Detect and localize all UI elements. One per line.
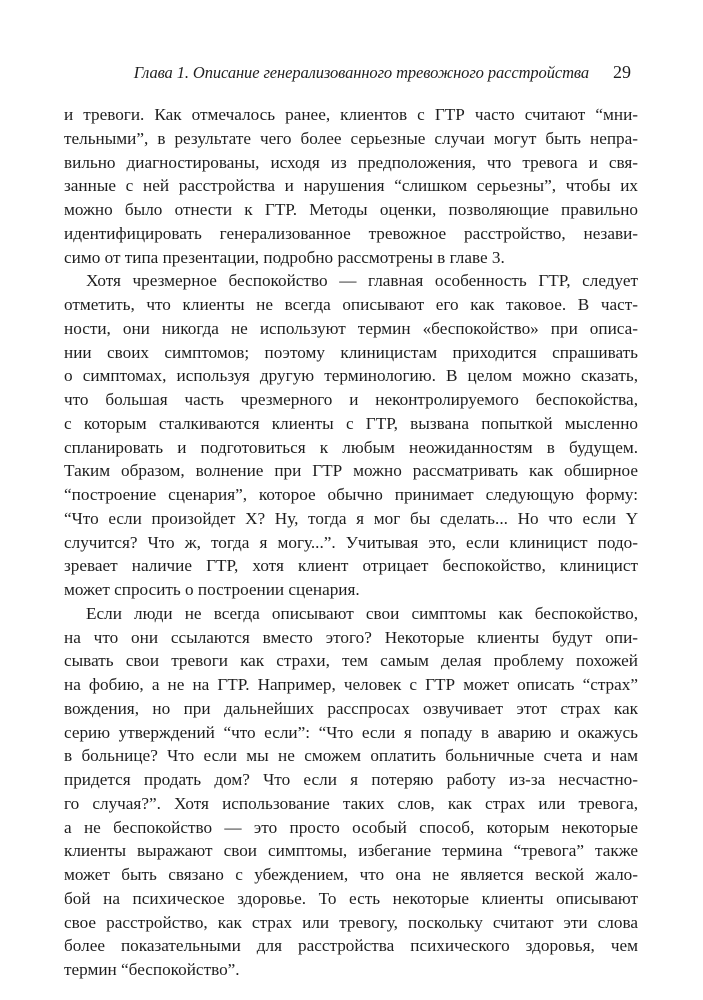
text-line: свое расстройство, как страх или тревогу, поскольку считают эти слова — [64, 912, 638, 932]
text-line: клиенты выражают свои симптомы, избегание термина “тревога” также — [64, 841, 638, 861]
text-line: более показательными для расстройства психического здоровья, чем — [64, 936, 638, 956]
text-line: можно было отнести к ГТР. Методы оценки, позволяющие правильно — [64, 200, 638, 219]
text-line: Хотя чрезмерное беспокойство — главная особенность ГТР, следует — [86, 271, 638, 291]
text-line: может быть связано с убеждением, что она не является веской жало- — [64, 865, 638, 884]
text-line: о симптомах, используя другую терминологию. В целом можно сказать, — [64, 366, 638, 386]
text-line: идентифицировать генерализованное тревожное расстройство, незави- — [64, 223, 638, 243]
paragraph — [64, 103, 638, 269]
text-line: Таким образом, волнение при ГТР можно рассматривать как обширное — [64, 461, 638, 481]
text-line: “построение сценария”, которое обычно принимает следующую форму: — [64, 485, 638, 504]
text-line: нии своих симптомов; поэтому клиницистам приходится спрашивать — [64, 342, 638, 362]
text-line: придется продать дом? Что если я потеряю работу из-за несчастно- — [64, 770, 638, 789]
paragraph — [64, 269, 638, 602]
text-line: бой на психическое здоровье. То есть некоторые клиенты описывают — [64, 888, 638, 908]
text-line: с которым сталкиваются клиенты с ГТР, вызвана попыткой мысленно — [64, 413, 638, 433]
text-line: на фобию, а не на ГТР. Например, человек с ГТР может описать “страх” — [64, 675, 638, 694]
text-line: сывать свои тревоги как страхи, тем самым делая проблему похожей — [64, 651, 638, 671]
text-line: и тревоги. Как отмечалось ранее, клиентов с ГТР часто считают “мни- — [64, 105, 638, 124]
text-line: серию утверждений “что если”: “Что если я попаду в аварию и окажусь — [64, 722, 638, 742]
text-line: зревает наличие ГТР, хотя клиент отрицает беспокойство, клиницист — [64, 556, 638, 576]
text-line: вождения, но при дальнейших расспросах озвучивает этот страх как — [64, 698, 638, 718]
text-line: на что они ссылаются вместо этого? Некоторые клиенты будут опи- — [64, 627, 638, 647]
text-line: тельными”, в результате чего более серьезные случаи могут быть непра- — [64, 128, 638, 148]
text-line: в больнице? Что если мы не сможем оплатить больничные счета и нам — [64, 746, 638, 766]
text-line: отметить, что клиенты не всегда описывают его как таковое. В част- — [64, 295, 638, 314]
text-line: “Что если произойдет X? Ну, тогда я мог бы сделать... Но что если Y — [64, 508, 638, 528]
text-line: термин “беспокойство”. — [64, 960, 240, 979]
text-line: занные с ней расстройства и нарушения “слишком серьезны”, чтобы их — [64, 176, 638, 196]
text-line: а не беспокойство — это просто особый способ, которым некоторые — [64, 817, 638, 837]
text-line: Если люди не всегда описывают свои симптомы как беспокойство, — [86, 603, 638, 623]
text-line: может спросить о построении сценария. — [64, 580, 360, 599]
text-line: го случая?”. Хотя использование таких слов, как страх или тревога, — [64, 793, 638, 813]
paragraph — [64, 602, 638, 982]
text-line: симо от типа презентации, подробно рассмотрены в главе 3. — [64, 247, 505, 267]
page-number: 29 — [613, 62, 631, 82]
text-line: спланировать и подготовиться к любым неожиданностям в будущем. — [64, 437, 638, 457]
text-line: вильно диагностированы, исходя из предположения, что тревога и свя- — [64, 152, 638, 172]
text-line: ности, они никогда не используют термин «беспокойство» при описа- — [64, 318, 638, 338]
running-head — [100, 62, 631, 88]
text-line: случится? Что ж, тогда я могу...”. Учитывая это, если клиницист подо- — [64, 532, 638, 552]
text-line: что большая часть чрезмерного и неконтролируемого беспокойства, — [64, 390, 638, 409]
body-text — [64, 103, 638, 982]
chapter-running-title: Глава 1. Описание генерализованного тревожного расстройства — [133, 63, 589, 82]
